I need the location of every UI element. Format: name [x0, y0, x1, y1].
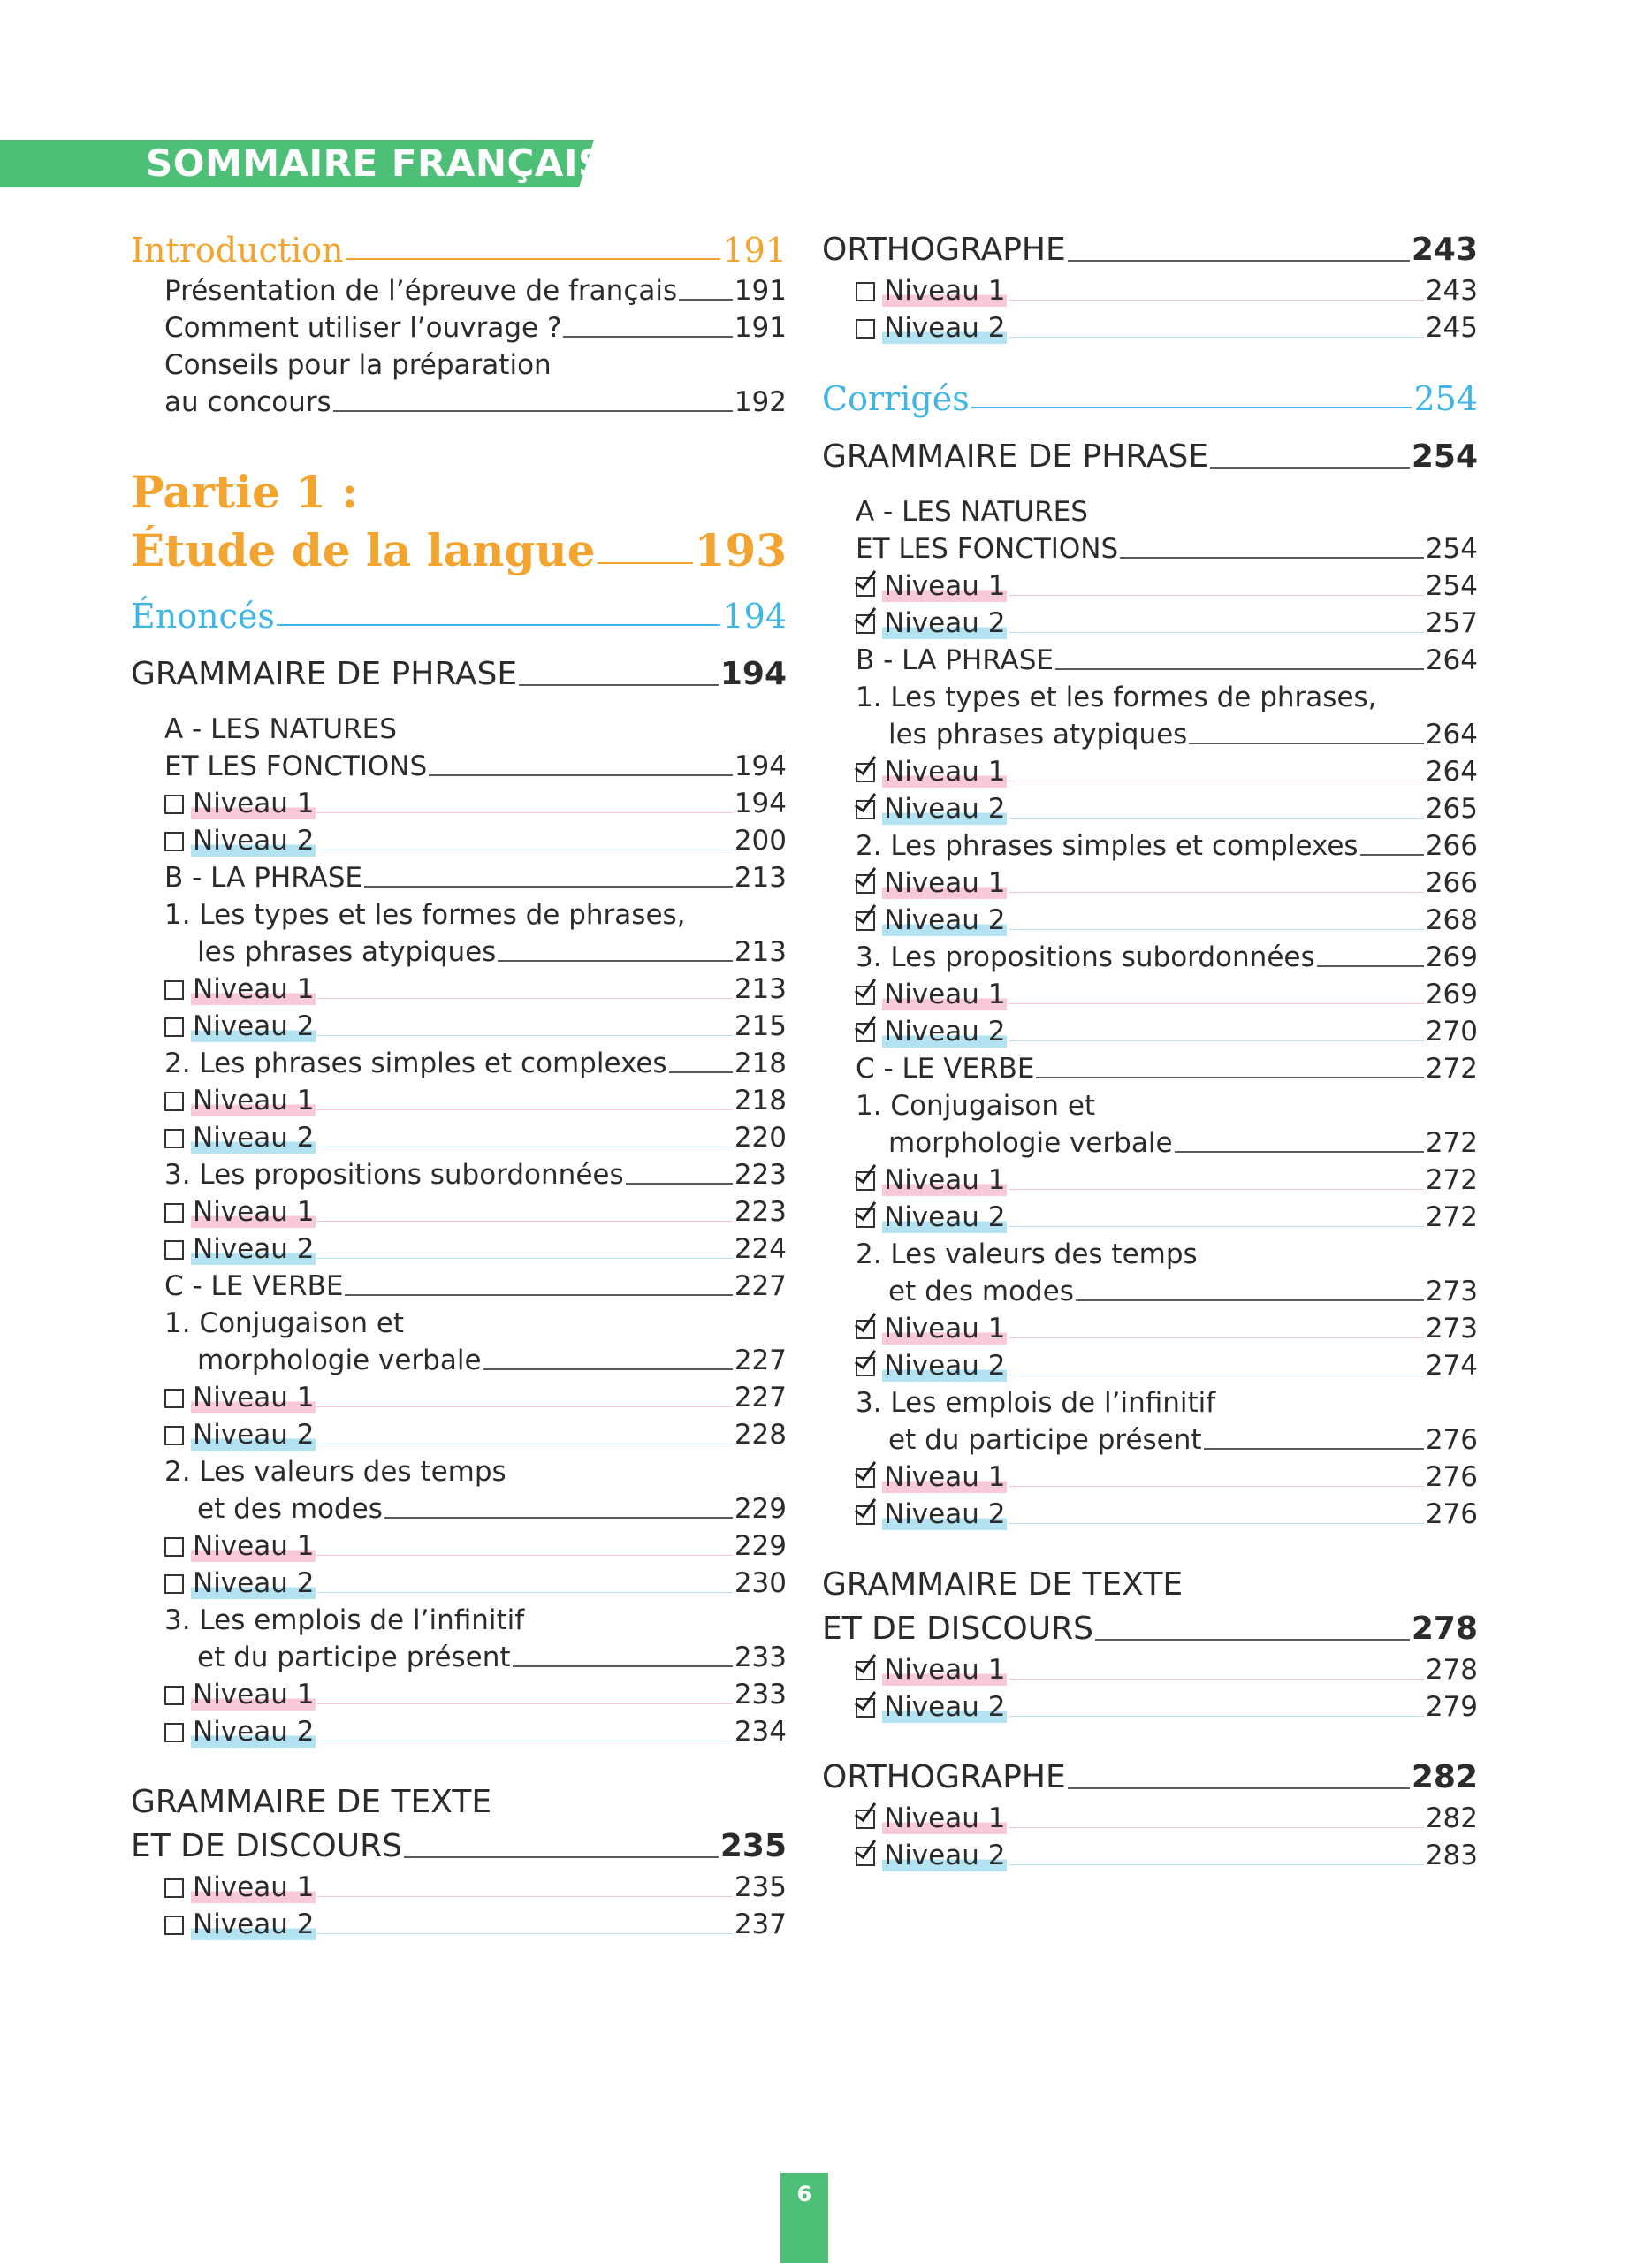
- checked-checkbox-icon[interactable]: [856, 1023, 875, 1042]
- toc-corriges[interactable]: Corrigés 254: [822, 379, 1478, 418]
- checkbox-icon[interactable]: [164, 795, 184, 814]
- checked-checkbox-icon[interactable]: [856, 986, 875, 1005]
- toc-level-2[interactable]: Niveau 2 234: [131, 1713, 787, 1750]
- toc-subsection[interactable]: C - LE VERBE 227: [164, 1270, 787, 1302]
- toc-entry-line1: 3. Les emplois de l’infinitif: [164, 1604, 525, 1636]
- toc-level-2[interactable]: Niveau 2 274: [822, 1347, 1478, 1384]
- toc-entry-line1: A - LES NATURES: [164, 713, 397, 745]
- checkbox-icon[interactable]: [164, 1426, 184, 1445]
- checkbox-icon[interactable]: [164, 980, 184, 1000]
- checked-checkbox-icon[interactable]: [856, 1320, 875, 1339]
- toc-section[interactable]: ORTHOGRAPHE 282: [822, 1759, 1478, 1795]
- toc-level-1[interactable]: Niveau 1 272: [822, 1162, 1478, 1199]
- toc-level-2[interactable]: Niveau 2 245: [822, 309, 1478, 347]
- toc-level-1[interactable]: Niveau 1 269: [822, 976, 1478, 1013]
- toc-section[interactable]: GRAMMAIRE DE PHRASE 194: [131, 656, 787, 692]
- checked-checkbox-icon[interactable]: [856, 1171, 875, 1191]
- toc-entry-line1: 1. Conjugaison et: [164, 1307, 405, 1339]
- toc-entry-line1: 2. Les valeurs des temps: [856, 1238, 1198, 1270]
- toc-entry[interactable]: les phrases atypiques 264: [888, 719, 1478, 751]
- toc-entry-line1: 2. Les valeurs des temps: [164, 1456, 506, 1488]
- toc-level-2[interactable]: Niveau 2 268: [822, 902, 1478, 939]
- checked-checkbox-icon[interactable]: [856, 1505, 875, 1525]
- checkbox-icon[interactable]: [164, 1574, 184, 1594]
- checkbox-icon[interactable]: [164, 1203, 184, 1223]
- checked-checkbox-icon[interactable]: [856, 1810, 875, 1829]
- toc-level-1[interactable]: Niveau 1 254: [822, 568, 1478, 605]
- toc-right-column: [822, 228, 1478, 1874]
- toc-level-2[interactable]: Niveau 2 237: [131, 1906, 787, 1943]
- toc-entry-line1: 1. Les types et les formes de phrases,: [164, 899, 686, 931]
- toc-entry-line1: 1. Les types et les formes de phrases,: [856, 682, 1377, 713]
- checked-checkbox-icon[interactable]: [856, 800, 875, 819]
- toc-level-1[interactable]: Niveau 1 276: [822, 1459, 1478, 1496]
- checked-checkbox-icon[interactable]: [856, 1357, 875, 1376]
- checked-checkbox-icon[interactable]: [856, 911, 875, 931]
- toc-entry[interactable]: Présentation de l’épreuve de français 191: [164, 275, 787, 307]
- toc-entry[interactable]: 2. Les phrases simples et complexes 266: [856, 830, 1478, 862]
- toc-part-title-line1: Partie 1 :: [131, 466, 358, 518]
- toc-entry[interactable]: 2. Les phrases simples et complexes 218: [164, 1048, 787, 1079]
- toc-entry[interactable]: morphologie verbale 227: [197, 1345, 787, 1376]
- toc-level-2[interactable]: Niveau 2 215: [131, 1008, 787, 1045]
- toc-level-1[interactable]: Niveau 1 278: [822, 1651, 1478, 1688]
- toc-level-1[interactable]: Niveau 1 213: [131, 971, 787, 1008]
- toc-entry-line1: A - LES NATURES: [856, 496, 1088, 528]
- toc-entry[interactable]: et du participe présent 233: [197, 1642, 787, 1673]
- checkbox-icon[interactable]: [164, 1723, 184, 1742]
- page-number: 6: [796, 2182, 812, 2206]
- toc-level-1[interactable]: Niveau 1 233: [131, 1676, 787, 1713]
- toc-level-2[interactable]: Niveau 2 283: [822, 1837, 1478, 1874]
- toc-level-2[interactable]: Niveau 2 220: [131, 1119, 787, 1156]
- checked-checkbox-icon[interactable]: [856, 874, 875, 894]
- toc-level-2[interactable]: Niveau 2 224: [131, 1231, 787, 1268]
- page-title: SOMMAIRE FRANÇAIS: [146, 141, 605, 185]
- toc-entry[interactable]: et du participe présent 276: [888, 1424, 1478, 1456]
- toc-entry-line1: Conseils pour la préparation: [164, 349, 552, 381]
- checked-checkbox-icon[interactable]: [856, 1847, 875, 1866]
- toc-level-1[interactable]: Niveau 1 227: [131, 1379, 787, 1416]
- toc-introduction[interactable]: Introduction 191: [131, 231, 787, 270]
- toc-entry[interactable]: Comment utiliser l’ouvrage ? 191: [164, 312, 787, 344]
- toc-level-2[interactable]: Niveau 2 228: [131, 1416, 787, 1453]
- toc-subsection[interactable]: B - LA PHRASE 264: [856, 644, 1478, 676]
- toc-section-line1: GRAMMAIRE DE TEXTE: [822, 1566, 1184, 1603]
- toc-subsection[interactable]: B - LA PHRASE 213: [164, 862, 787, 894]
- toc-subsection[interactable]: ET LES FONCTIONS 254: [856, 533, 1478, 565]
- toc-level-1[interactable]: Niveau 1 243: [822, 272, 1478, 309]
- checkbox-icon[interactable]: [856, 319, 875, 339]
- toc-subsection[interactable]: C - LE VERBE 272: [856, 1053, 1478, 1085]
- checkbox-icon[interactable]: [164, 1240, 184, 1260]
- toc-level-2[interactable]: Niveau 2 230: [131, 1565, 787, 1602]
- toc-section[interactable]: ORTHOGRAPHE 243: [822, 232, 1478, 268]
- checkbox-icon[interactable]: [164, 1389, 184, 1408]
- toc-level-2[interactable]: Niveau 2 265: [822, 790, 1478, 827]
- toc-entry[interactable]: morphologie verbale 272: [888, 1127, 1478, 1159]
- toc-level-1[interactable]: Niveau 1 194: [131, 785, 787, 822]
- toc-enonces[interactable]: Énoncés 194: [131, 597, 787, 636]
- toc-entry[interactable]: 3. Les propositions subordonnées 269: [856, 941, 1478, 973]
- checked-checkbox-icon[interactable]: [856, 614, 875, 634]
- toc-left-column: [131, 228, 787, 1943]
- toc-section[interactable]: ET DE DISCOURS 235: [131, 1828, 787, 1864]
- checkbox-icon[interactable]: [164, 1686, 184, 1705]
- toc-level-1[interactable]: Niveau 1 282: [822, 1800, 1478, 1837]
- checkbox-icon[interactable]: [164, 1878, 184, 1898]
- checked-checkbox-icon[interactable]: [856, 577, 875, 597]
- checked-checkbox-icon[interactable]: [856, 1698, 875, 1718]
- checkbox-icon[interactable]: [856, 282, 875, 301]
- toc-level-2[interactable]: Niveau 2 200: [131, 822, 787, 859]
- toc-section[interactable]: ET DE DISCOURS 278: [822, 1611, 1478, 1647]
- checkbox-icon[interactable]: [164, 832, 184, 851]
- toc-level-2[interactable]: Niveau 2 276: [822, 1496, 1478, 1533]
- checkbox-icon[interactable]: [164, 1916, 184, 1935]
- checkbox-icon[interactable]: [164, 1537, 184, 1557]
- toc-entry-line1: 3. Les emplois de l’infinitif: [856, 1387, 1216, 1419]
- toc-level-1[interactable]: Niveau 1 266: [822, 865, 1478, 902]
- toc-level-1[interactable]: Niveau 1 218: [131, 1082, 787, 1119]
- toc-level-1[interactable]: Niveau 1 273: [822, 1310, 1478, 1347]
- toc-level-2[interactable]: Niveau 2 257: [822, 605, 1478, 642]
- toc-section[interactable]: GRAMMAIRE DE PHRASE 254: [822, 438, 1478, 475]
- checked-checkbox-icon[interactable]: [856, 763, 875, 782]
- toc-entry[interactable]: et des modes 273: [888, 1276, 1478, 1307]
- toc-level-2[interactable]: Niveau 2 279: [822, 1688, 1478, 1726]
- checked-checkbox-icon[interactable]: [856, 1468, 875, 1488]
- toc-entry-line1: 1. Conjugaison et: [856, 1090, 1096, 1122]
- toc-entry[interactable]: au concours 192: [164, 386, 787, 418]
- toc-level-1[interactable]: Niveau 1 235: [131, 1869, 787, 1906]
- toc-part[interactable]: Étude de la langue 193: [131, 524, 787, 576]
- toc-section-line1: GRAMMAIRE DE TEXTE: [131, 1784, 492, 1820]
- checkbox-icon[interactable]: [164, 1129, 184, 1148]
- checked-checkbox-icon[interactable]: [856, 1208, 875, 1228]
- checkbox-icon[interactable]: [164, 1092, 184, 1111]
- checked-checkbox-icon[interactable]: [856, 1661, 875, 1680]
- toc-entry[interactable]: les phrases atypiques 213: [197, 936, 787, 968]
- toc-level-2[interactable]: Niveau 2 270: [822, 1013, 1478, 1050]
- toc-subsection[interactable]: ET LES FONCTIONS 194: [164, 751, 787, 782]
- toc-level-1[interactable]: Niveau 1 264: [822, 753, 1478, 790]
- toc-level-2[interactable]: Niveau 2 272: [822, 1199, 1478, 1236]
- toc-entry[interactable]: et des modes 229: [197, 1493, 787, 1525]
- toc-level-1[interactable]: Niveau 1 223: [131, 1193, 787, 1231]
- checkbox-icon[interactable]: [164, 1017, 184, 1037]
- toc-entry[interactable]: 3. Les propositions subordonnées 223: [164, 1159, 787, 1191]
- toc-level-1[interactable]: Niveau 1 229: [131, 1528, 787, 1565]
